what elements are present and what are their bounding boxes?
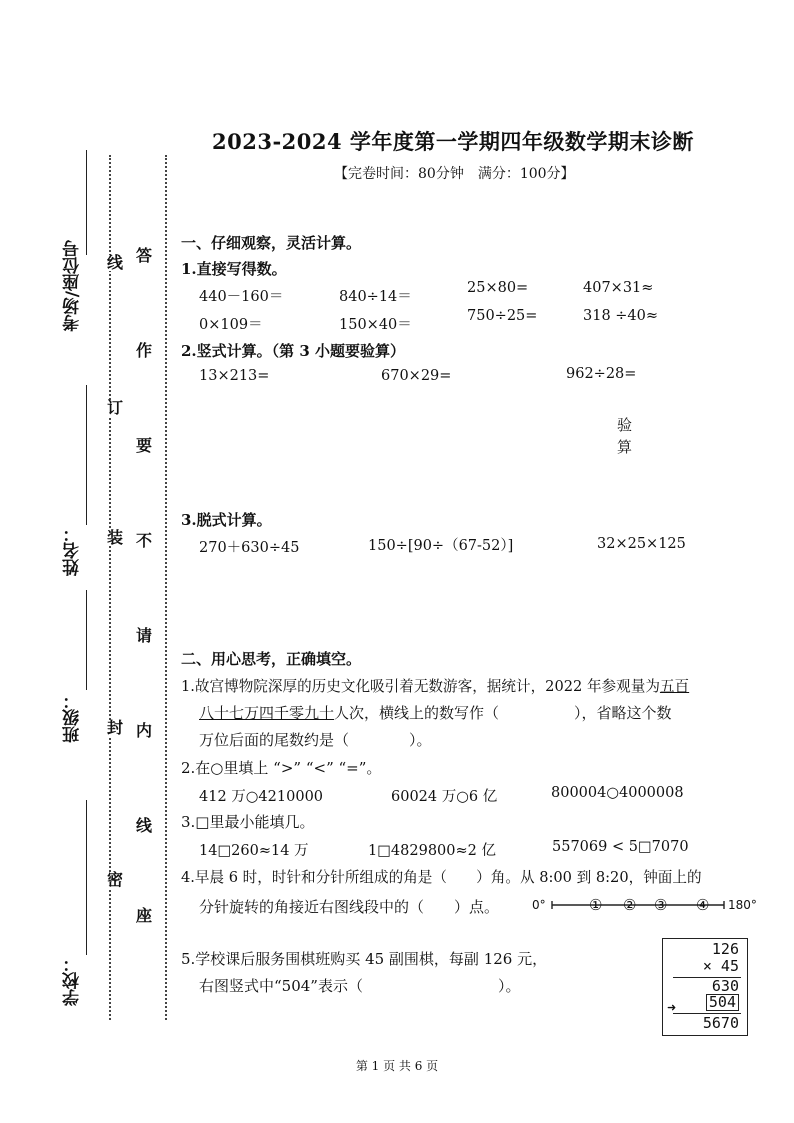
part2-heading: 二、用心思考，正确填空。 [181, 650, 362, 668]
ruler-mark-1: ① [589, 896, 603, 914]
seat-number-line [86, 150, 87, 255]
notice-char: 要 [135, 436, 152, 455]
calc-item: 440－160＝ [199, 289, 284, 305]
compare-item: 800004○4000008 [551, 785, 684, 801]
binding-char: 线 [106, 253, 123, 272]
ruler-mark-3: ③ [654, 896, 668, 914]
arrow-icon: ➜ [667, 1001, 677, 1014]
ruler-mark-2: ② [623, 896, 637, 914]
vertical-calc-item: 670×29= [381, 368, 452, 384]
partial-product-2: 504 [706, 994, 739, 1011]
notice-char: 线 [135, 816, 152, 835]
p2-q5-line1: 5.学校课后服务围棋班购买 45 副围棋，每副 126 元， [181, 950, 548, 968]
stepwise-item: 150÷[90÷（67-52）] [368, 538, 514, 554]
calc-item: 407×31≈ [583, 280, 654, 296]
multiplicand: 126 [711, 940, 739, 958]
class-label: 班级： [63, 692, 83, 743]
page-number: 第 1 页 共 6 页 [355, 1059, 439, 1073]
exam-info: 【完卷时间：80分钟 满分：100分】 [334, 166, 575, 182]
p2-q1-line3: 万位后面的尾数约是（ ）。 [199, 731, 432, 749]
calc-item: 318 ÷40≈ [583, 308, 659, 324]
school-line [86, 800, 87, 955]
name-line [86, 385, 87, 525]
calc-item: 150×40＝ [339, 317, 412, 333]
p2-q4-line1: 4.早晨 6 时，时针和分针所组成的角是（ ）角。从 8:00 到 8:20，钟面上的 [181, 869, 702, 886]
fill-digit-item: 14□260≈14 万 [199, 843, 309, 859]
p2-q4-line2: 分针旋转的角接近右图线段中的（ ）点。 [199, 898, 500, 916]
calc-item: 750÷25= [467, 308, 538, 324]
calc-item: 0×109＝ [199, 317, 263, 333]
binding-char: 封 [106, 718, 123, 737]
vertical-calc-item: 13×213= [199, 368, 270, 384]
stepwise-item: 32×25×125 [597, 536, 686, 552]
underlined-number-a: 五百 [659, 678, 690, 695]
school-label: 学校： [63, 955, 83, 1006]
notice-char: 作 [135, 341, 152, 360]
product: 5670 [702, 1014, 739, 1032]
notice-char: 请 [135, 626, 152, 645]
vertical-multiplication-box [662, 938, 748, 1036]
p2-q2-heading: 2.在○里填上 “>” “<” “=”。 [181, 759, 382, 777]
fill-digit-item: 557069 < 5□7070 [552, 839, 689, 855]
q1-heading: 1.直接写得数。 [181, 260, 287, 278]
q2-heading: 2.竖式计算。（第 3 小题要验算） [181, 342, 406, 360]
seat-number-label: 考场/座位号 [63, 240, 83, 332]
calc-item: 840÷14＝ [339, 289, 412, 305]
p2-q1-text: 人次，横线上的数写作（ ），省略这个数 [334, 704, 672, 722]
angle-ruler-figure [532, 896, 766, 926]
partial-product-1: 630 [711, 977, 739, 995]
notice-char: 内 [135, 721, 152, 740]
ruler-start-label: 0° [532, 898, 546, 912]
q3-heading: 3.脱式计算。 [181, 511, 272, 529]
verify-label: 验算 [617, 416, 633, 456]
page-title: 2023-2024 学年度第一学期四年级数学期末诊断 [212, 129, 694, 154]
p2-q5-line2: 右图竖式中“504”表示（ ）。 [199, 977, 521, 995]
p2-q1-line2 [199, 702, 672, 723]
p2-q1-line1 [181, 675, 689, 696]
ruler-end-label: 180° [728, 898, 757, 912]
vertical-calc-item: 962÷28= [566, 366, 637, 382]
compare-item: 412 万○4210000 [199, 789, 324, 805]
class-line [86, 590, 87, 690]
multiplier: × 45 [702, 957, 739, 975]
compare-item: 60024 万○6 亿 [391, 789, 498, 805]
binding-char: 密 [106, 870, 123, 889]
name-label: 姓名： [63, 525, 83, 576]
inner-dotted-line [165, 155, 167, 1020]
notice-char: 不 [135, 531, 152, 550]
ruler-mark-4: ④ [696, 896, 710, 914]
fill-digit-item: 1□4829800≈2 亿 [368, 843, 496, 859]
binding-char: 订 [106, 398, 123, 417]
underlined-number-b: 八十七万四千零九十 [199, 704, 335, 722]
part1-heading: 一、仔细观察，灵活计算。 [181, 234, 362, 252]
binding-char: 装 [106, 528, 123, 547]
notice-char: 座 [135, 906, 152, 925]
notice-char: 答 [135, 246, 152, 265]
stepwise-item: 270＋630÷45 [199, 540, 300, 556]
calc-item: 25×80= [467, 280, 529, 296]
ruler-line [532, 896, 766, 926]
p2-q1-text: 1.故宫博物院深厚的历史文化吸引着无数游客，据统计，2022 年参观量为 [181, 678, 660, 695]
binding-dotted-line [109, 155, 111, 1020]
p2-q3-heading: 3.□里最小能填几。 [181, 813, 315, 831]
